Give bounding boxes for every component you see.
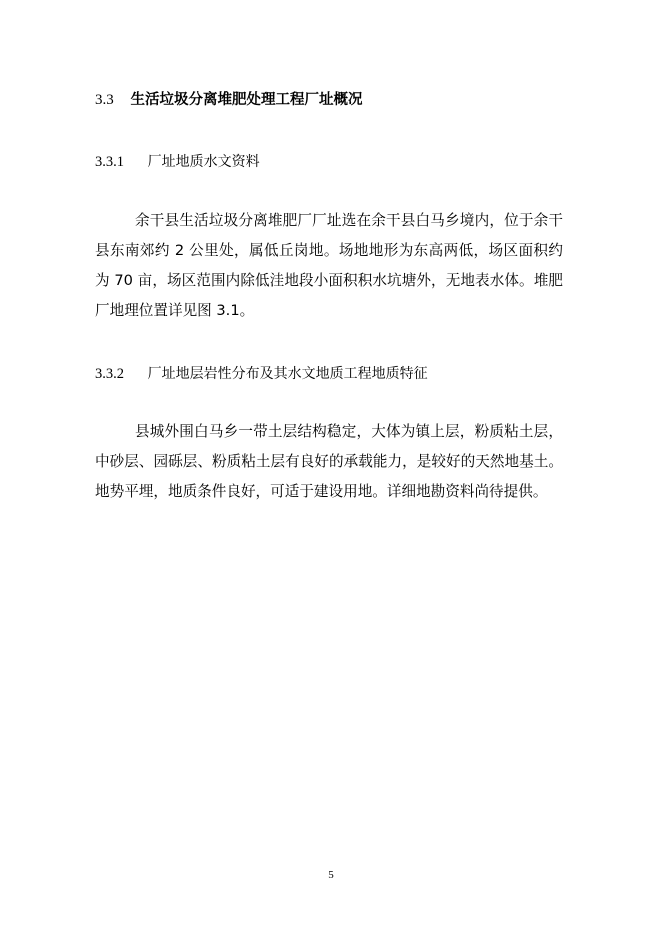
- subsection-number: 3.3.2: [95, 366, 124, 382]
- section-heading: [95, 88, 363, 111]
- subsection-heading-2: [95, 363, 428, 385]
- page-number: 5: [328, 869, 334, 881]
- subsection-title: 厂址地质水文资料: [147, 154, 260, 170]
- subsection-paragraph-2: 县城外围白马乡一带土层结构稳定，大体为镇上层，粉质粘土层，中砂层、园砾层、粉质粘土层有良好的承载能力，是较好的天然地基土。地势平埋，地质条件良好，可适于建设用地。详细地勘资料尚待提供。: [95, 423, 563, 500]
- subsection-heading-1: [95, 151, 260, 173]
- section-number: 3.3: [95, 92, 114, 108]
- section-title: 生活垃圾分离堆肥处理工程厂址概况: [130, 92, 363, 108]
- subsection-paragraph-1: 余干县生活垃圾分离堆肥厂厂址选在余干县白马乡境内，位于余干县东南郊约 2 公里处，属低丘岗地。场地地形为东高两低，场区面积约为 70 亩，场区范围内除低洼地段小面积积水坑塘外，无地表水体。堆肥厂地理位置详见图 3.1。: [95, 212, 563, 319]
- subsection-title: 厂址地层岩性分布及其水文地质工程地质特征: [147, 366, 428, 382]
- subsection-number: 3.3.1: [95, 154, 124, 170]
